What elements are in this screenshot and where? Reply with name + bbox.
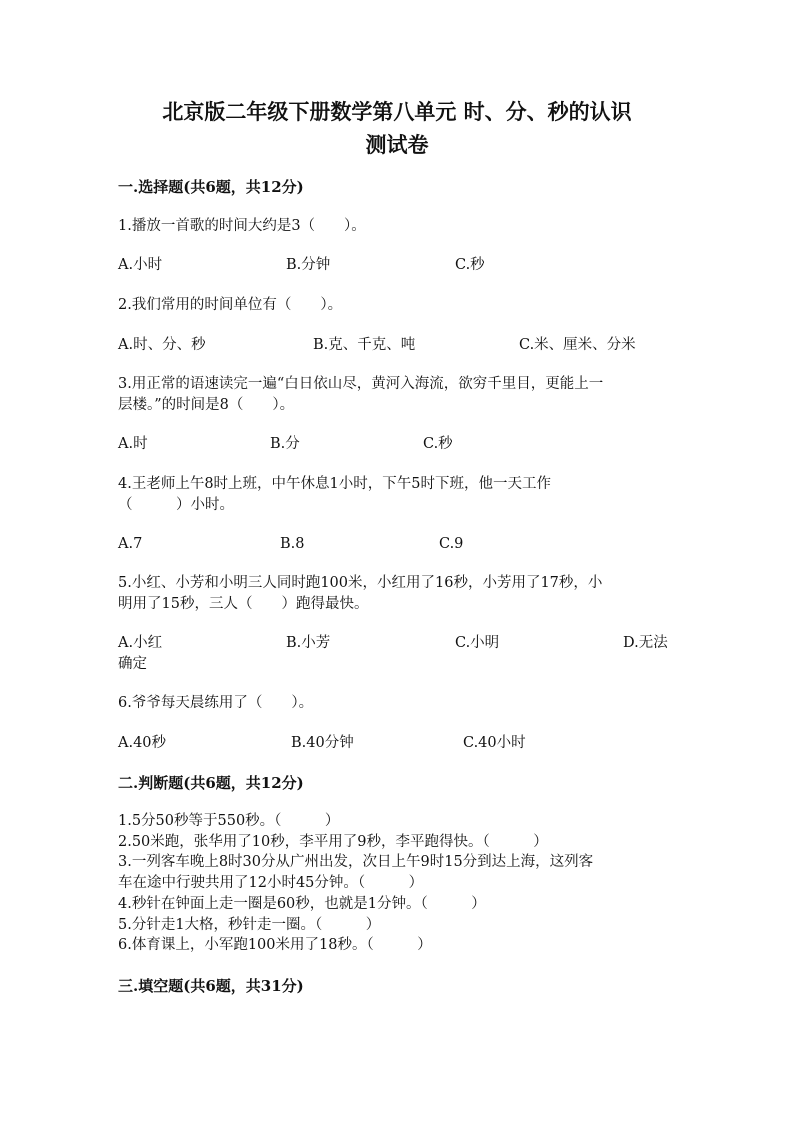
q5-option-d: D.无法	[623, 635, 668, 651]
question-3-line-2: 层楼。”的时间是8（ ）。	[118, 397, 295, 413]
q5-option-d-wrap: 确定	[118, 656, 147, 672]
question-6: 6.爷爷每天晨练用了（ ）。	[118, 695, 314, 711]
q5-option-a: A.小红	[118, 635, 163, 651]
q2-option-a: A.时、分、秒	[118, 337, 206, 353]
question-1: 1.播放一首歌的时间大约是3（ ）。	[118, 218, 366, 234]
q4-option-b: B.8	[280, 536, 305, 552]
section-heading-judge: 二.判断题(共6题，共12分)	[118, 774, 304, 792]
q6-option-a: A.40秒	[118, 735, 167, 751]
q1-option-c: C.秒	[455, 257, 485, 273]
q4-option-a: A.7	[118, 536, 143, 552]
judge-item-6: 6.体育课上，小军跑100米用了18秒。（ ）	[118, 937, 432, 953]
judge-item-4: 4.秒针在钟面上走一圈是60秒，也就是1分钟。（ ）	[118, 896, 486, 912]
page-title: 北京版二年级下册数学第八单元 时、分、秒的认识	[162, 99, 632, 124]
q2-option-b: B.克、千克、吨	[313, 337, 416, 353]
judge-item-3-line-1: 3.一列客车晚上8时30分从广州出发，次日上午9时15分到达上海，这列客	[118, 854, 594, 870]
section-heading-fill: 三.填空题(共6题，共31分)	[118, 977, 304, 995]
judge-item-3-line-2: 车在途中行驶共用了12小时45分钟。（ ）	[118, 875, 424, 891]
q6-option-c: C.40小时	[463, 735, 526, 751]
q6-option-b: B.40分钟	[291, 735, 354, 751]
judge-item-5: 5.分针走1大格，秒针走一圈。（ ）	[118, 917, 381, 933]
question-4-line-1: 4.王老师上午8时上班，中午休息1小时，下午5时下班，他一天工作	[118, 476, 552, 492]
q1-option-a: A.小时	[118, 257, 163, 273]
q3-option-c: C.秒	[423, 436, 453, 452]
q1-option-b: B.分钟	[286, 257, 331, 273]
section-heading-choice: 一.选择题(共6题，共12分)	[118, 178, 304, 196]
question-5-line-2: 明用了15秒，三人（ ）跑得最快。	[118, 596, 369, 612]
q2-option-c: C.米、厘米、分米	[519, 337, 636, 353]
question-4-line-2: （ ）小时。	[118, 497, 234, 513]
q5-option-c: C.小明	[455, 635, 500, 651]
page-subtitle: 测试卷	[365, 132, 429, 157]
judge-item-2: 2.50米跑，张华用了10秒，李平用了9秒，李平跑得快。（ ）	[118, 834, 548, 850]
question-2: 2.我们常用的时间单位有（ ）。	[118, 297, 343, 313]
q3-option-a: A.时	[118, 436, 148, 452]
question-3-line-1: 3.用正常的语速读完一遍“白日依山尽，黄河入海流，欲穷千里目，更能上一	[118, 376, 604, 392]
question-5-line-1: 5.小红、小芳和小明三人同时跑100米，小红用了16秒，小芳用了17秒，小	[118, 575, 603, 591]
judge-item-1: 1.5分50秒等于550秒。（ ）	[118, 813, 340, 829]
q5-option-b: B.小芳	[286, 635, 331, 651]
q3-option-b: B.分	[270, 436, 300, 452]
q4-option-c: C.9	[439, 536, 464, 552]
